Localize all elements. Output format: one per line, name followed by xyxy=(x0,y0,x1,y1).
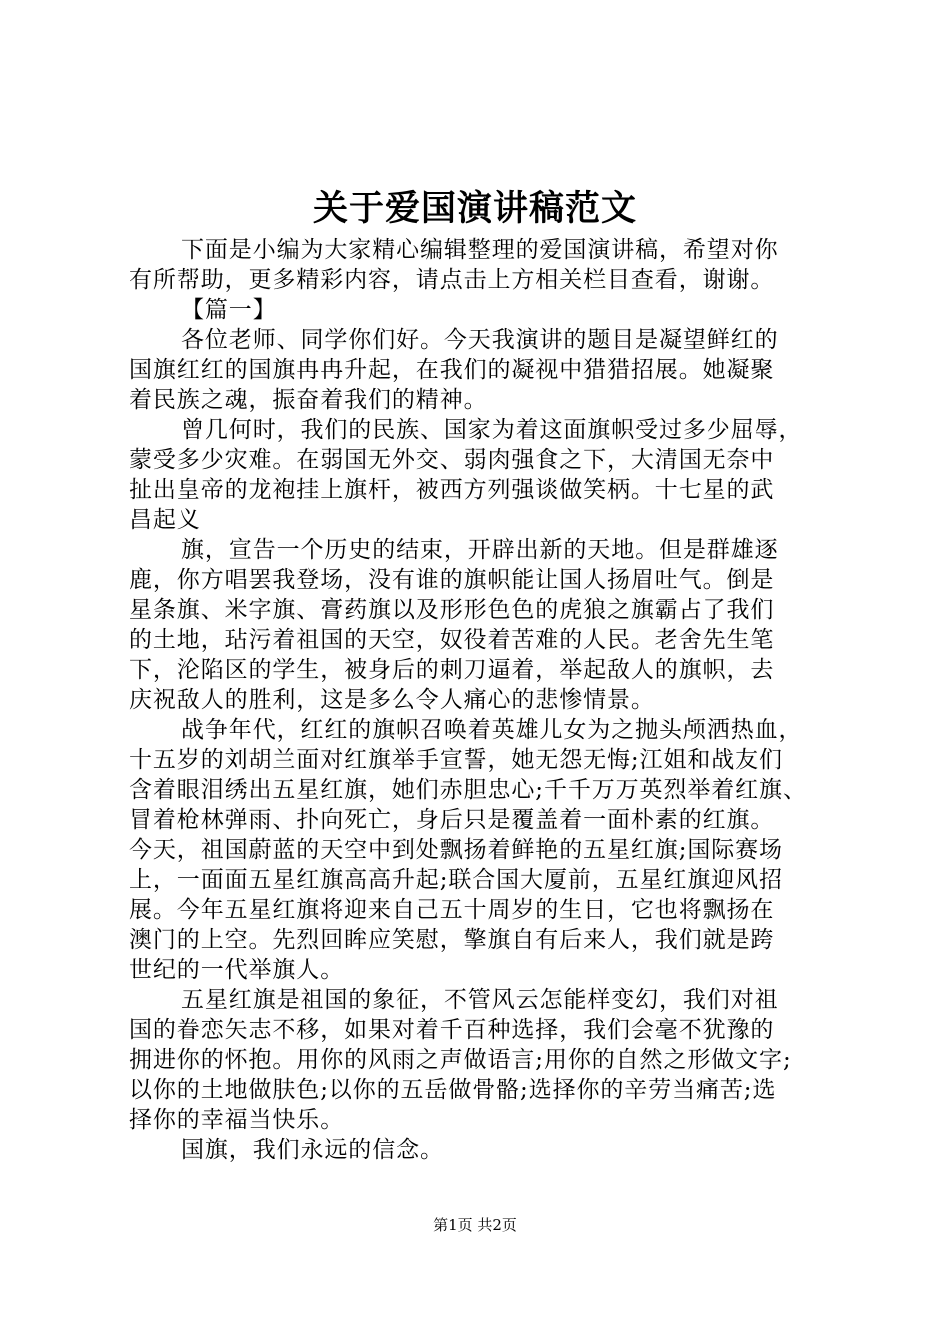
text-line: 五星红旗是祖国的象征，不管风云怎能样变幻，我们对祖 xyxy=(181,987,779,1013)
text-line: 国的眷恋矢志不移，如果对着千百种选择，我们会毫不犹豫的 xyxy=(129,1017,775,1043)
text-line: 冒着枪林弹雨、扑向死亡，身后只是覆盖着一面朴素的红旗。 xyxy=(129,807,775,833)
text-line: 战争年代，红红的旗帜召唤着英雄儿女为之抛头颅洒热血， xyxy=(181,717,803,743)
text-line: 展。今年五星红旗将迎来自己五十周岁的生日，它也将飘扬在 xyxy=(129,897,775,923)
text-line: 有所帮助，更多精彩内容，请点击上方相关栏目查看，谢谢。 xyxy=(129,267,775,293)
text-line: 【篇一】 xyxy=(181,297,277,323)
document-body xyxy=(129,235,834,1165)
text-line: 下面是小编为大家精心编辑整理的爱国演讲稿，希望对你 xyxy=(181,237,779,263)
text-line: 的土地，玷污着祖国的天空，奴役着苦难的人民。老舍先生笔 xyxy=(129,627,775,653)
text-line: 以你的土地做肤色;以你的五岳做骨骼;选择你的辛劳当痛苦;选 xyxy=(129,1077,777,1103)
page-footer: 第1页 共2页 xyxy=(433,1216,517,1234)
text-line: 旗，宣告一个历史的结束，开辟出新的天地。但是群雄逐 xyxy=(181,537,779,563)
text-line: 上，一面面五星红旗高高升起;联合国大厦前，五星红旗迎风招 xyxy=(129,867,783,893)
text-line: 国旗红红的国旗冉冉升起，在我们的凝视中猎猎招展。她凝聚 xyxy=(129,357,775,383)
text-line: 庆祝敌人的胜利，这是多么令人痛心的悲惨情景。 xyxy=(129,687,655,713)
text-line: 世纪的一代举旗人。 xyxy=(129,957,345,983)
text-line: 蒙受多少灾难。在弱国无外交、弱肉强食之下，大清国无奈中 xyxy=(129,447,775,473)
text-line: 鹿，你方唱罢我登场，没有谁的旗帜能让国人扬眉吐气。倒是 xyxy=(129,567,775,593)
text-line: 今天，祖国蔚蓝的天空中到处飘扬着鲜艳的五星红旗;国际赛场 xyxy=(129,837,783,863)
text-line: 星条旗、米字旗、膏药旗以及形形色色的虎狼之旗霸占了我们 xyxy=(129,597,775,623)
text-line: 扯出皇帝的龙袍挂上旗杆，被西方列强谈做笑柄。十七星的武 xyxy=(129,477,775,503)
text-line: 下，沦陷区的学生，被身后的刺刀逼着，举起敌人的旗帜，去 xyxy=(129,657,775,683)
text-line: 澳门的上空。先烈回眸应笑慰，擎旗自有后来人，我们就是跨 xyxy=(129,927,775,953)
text-line: 拥进你的怀抱。用你的风雨之声做语言;用你的自然之形做文字; xyxy=(129,1047,792,1073)
text-line: 含着眼泪绣出五星红旗，她们赤胆忠心;千千万万英烈举着红旗、 xyxy=(129,777,807,803)
text-line: 各位老师、同学你们好。今天我演讲的题目是凝望鲜红的 xyxy=(181,327,779,353)
text-line: 国旗，我们永远的信念。 xyxy=(181,1137,444,1163)
text-line: 择你的幸福当快乐。 xyxy=(129,1107,345,1133)
text-line: 着民族之魂，振奋着我们的精神。 xyxy=(129,387,488,413)
text-line: 昌起义 xyxy=(129,507,201,533)
text-line: 曾几何时，我们的民族、国家为着这面旗帜受过多少屈辱， xyxy=(181,417,803,443)
text-line: 十五岁的刘胡兰面对红旗举手宣誓，她无怨无悔;江姐和战友们 xyxy=(129,747,783,773)
document-title: 关于爱国演讲稿范文 xyxy=(312,188,637,229)
